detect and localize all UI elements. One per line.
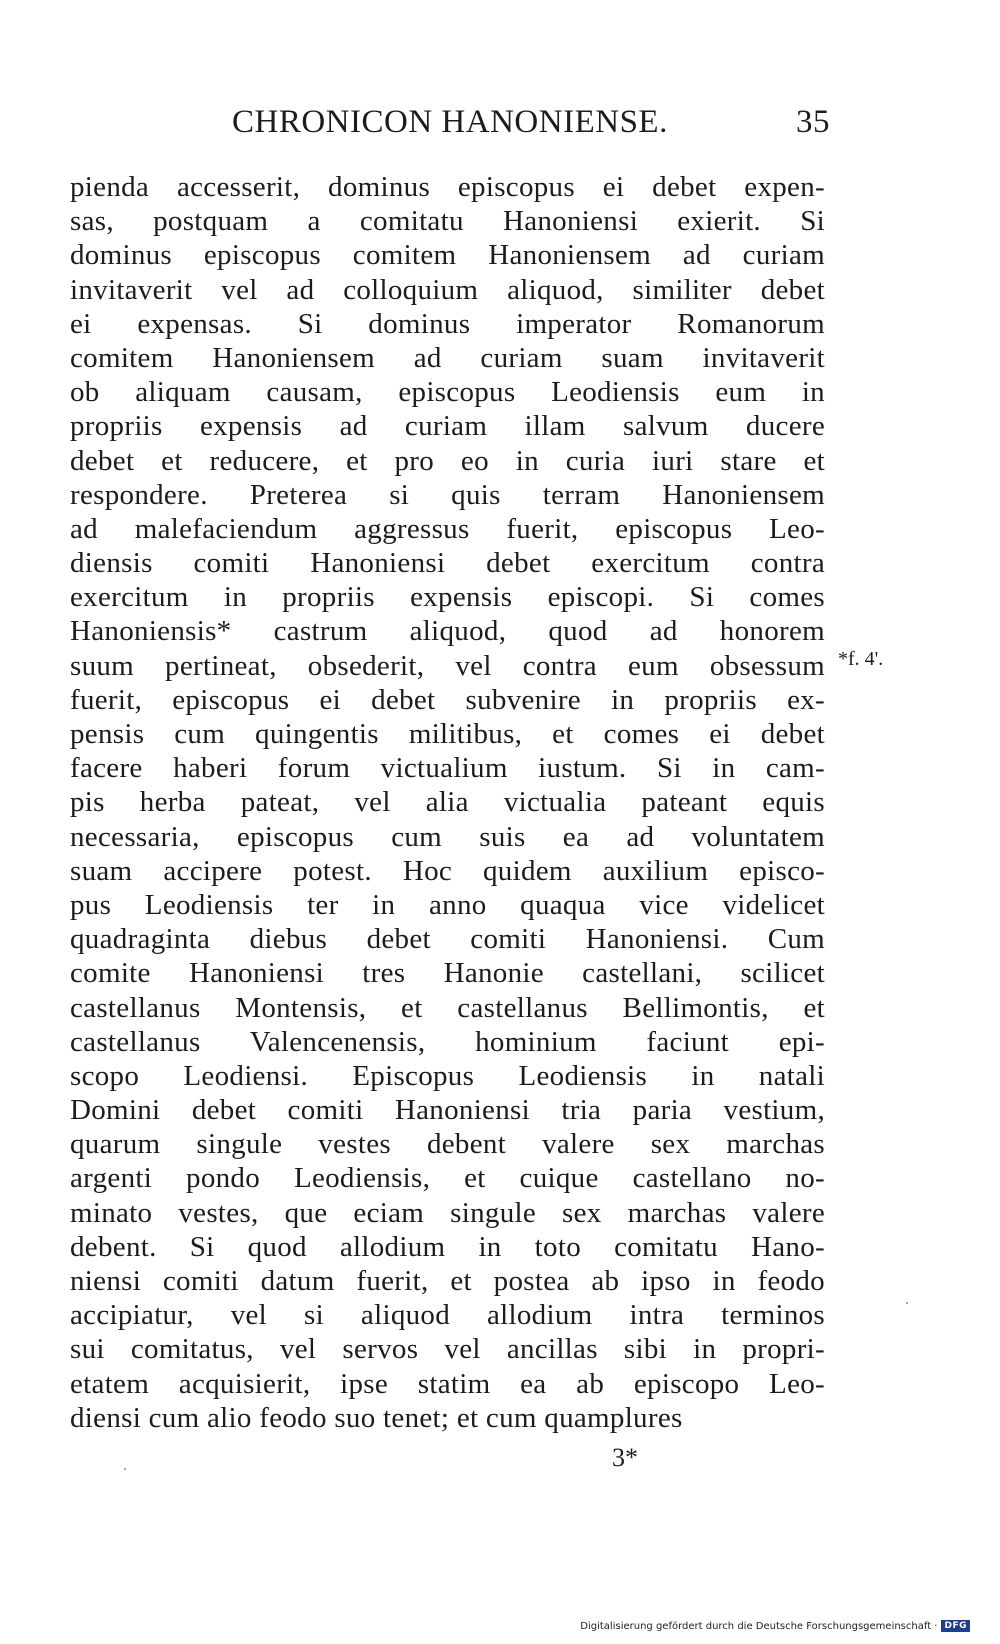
text-line: propriis expensis ad curiam illam salvum ducere	[70, 410, 825, 443]
text-line: pensis cum quingentis militibus, et comes ei debet	[70, 718, 825, 750]
text-line: fuerit, episcopus ei debet subvenire in propriis ex-	[70, 683, 825, 716]
text-line: castellanus Valencenensis, hominium faciunt epi-	[70, 1025, 825, 1058]
print-speck	[124, 1468, 126, 1470]
text-line: ei expensas. Si dominus imperator Romanorum	[70, 307, 825, 340]
text-line: pis herba pateat, vel alia victualia pateant equis	[70, 786, 825, 819]
margin-note: *f. 4'.	[838, 648, 884, 670]
text-line: pus Leodiensis ter in anno quaqua vice videlicet	[70, 888, 825, 921]
print-speck	[906, 1302, 908, 1304]
text-line: minato vestes, que eciam singule sex marchas valere	[70, 1196, 825, 1229]
running-head	[70, 104, 830, 148]
text-line: niensi comiti datum fuerit, et postea ab ipso in feodo	[70, 1265, 825, 1297]
text-line: suum pertineat, obsederit, vel contra eum obsessum	[70, 649, 825, 682]
text-line: sas, postquam a comitatu Hanoniensi exierit. Si	[70, 205, 825, 238]
running-title: CHRONICON HANONIENSE.	[232, 104, 668, 140]
footer-text: Digitalisierung gefördert durch die Deutsche Forschungsgemeinschaft ·	[580, 1620, 938, 1632]
text-line: accipiatur, vel si aliquod allodium intra terminos	[70, 1299, 825, 1332]
text-line: diensis comiti Hanoniensi debet exercitum contra	[70, 547, 825, 580]
text-line: pienda accesserit, dominus episcopus ei debet expen-	[70, 171, 825, 203]
page-number: 35	[796, 104, 830, 140]
text-line: scopo Leodiensi. Episcopus Leodiensis in natali	[70, 1059, 825, 1092]
text-line: exercitum in propriis expensis episcopi. Si comes	[70, 581, 825, 614]
text-line: debent. Si quod allodium in toto comitatu Hano-	[70, 1230, 825, 1263]
text-line: comite Hanoniensi tres Hanonie castellani, scilicet	[70, 957, 825, 990]
text-line: facere haberi forum victualium iustum. Si in cam-	[70, 752, 825, 785]
text-line: quadraginta diebus debet comiti Hanoniensi. Cum	[70, 923, 825, 956]
text-line: ob aliquam causam, episcopus Leodiensis eum in	[70, 376, 825, 409]
text-line: suam accipere potest. Hoc quidem auxilium episco-	[70, 854, 825, 887]
text-line: castellanus Montensis, et castellanus Bellimontis, et	[70, 991, 825, 1024]
text-line: sui comitatus, vel servos vel ancillas sibi in propri-	[70, 1333, 825, 1366]
text-line: ad malefaciendum aggressus fuerit, episcopus Leo-	[70, 512, 825, 545]
text-line: etatem acquisierit, ipse statim ea ab episcopo Leo-	[70, 1367, 825, 1400]
text-line: debet et reducere, et pro eo in curia iuri stare et	[70, 444, 825, 477]
text-line: argenti pondo Leodiensis, et cuique castellano no-	[70, 1162, 825, 1195]
text-line: quarum singule vestes debent valere sex marchas	[70, 1128, 825, 1161]
text-line: dominus episcopus comitem Hanoniensem ad curiam	[70, 239, 825, 272]
dfg-logo: DFG	[941, 1620, 970, 1632]
digitization-footer	[580, 1618, 970, 1634]
signature-mark: 3*	[612, 1443, 638, 1472]
body-text	[70, 170, 825, 1435]
text-line: necessaria, episcopus cum suis ea ad voluntatem	[70, 820, 825, 853]
text-line: diensi cum alio feodo suo tenet; et cum quamplures	[70, 1401, 683, 1434]
text-line: invitaverit vel ad colloquium aliquod, similiter debet	[70, 273, 825, 306]
text-line: comitem Hanoniensem ad curiam suam invitaverit	[70, 341, 825, 374]
text-line: Domini debet comiti Hanoniensi tria paria vestium,	[70, 1094, 825, 1127]
text-line: respondere. Preterea si quis terram Hanoniensem	[70, 478, 825, 511]
text-line: Hanoniensis* castrum aliquod, quod ad honorem	[70, 615, 825, 648]
